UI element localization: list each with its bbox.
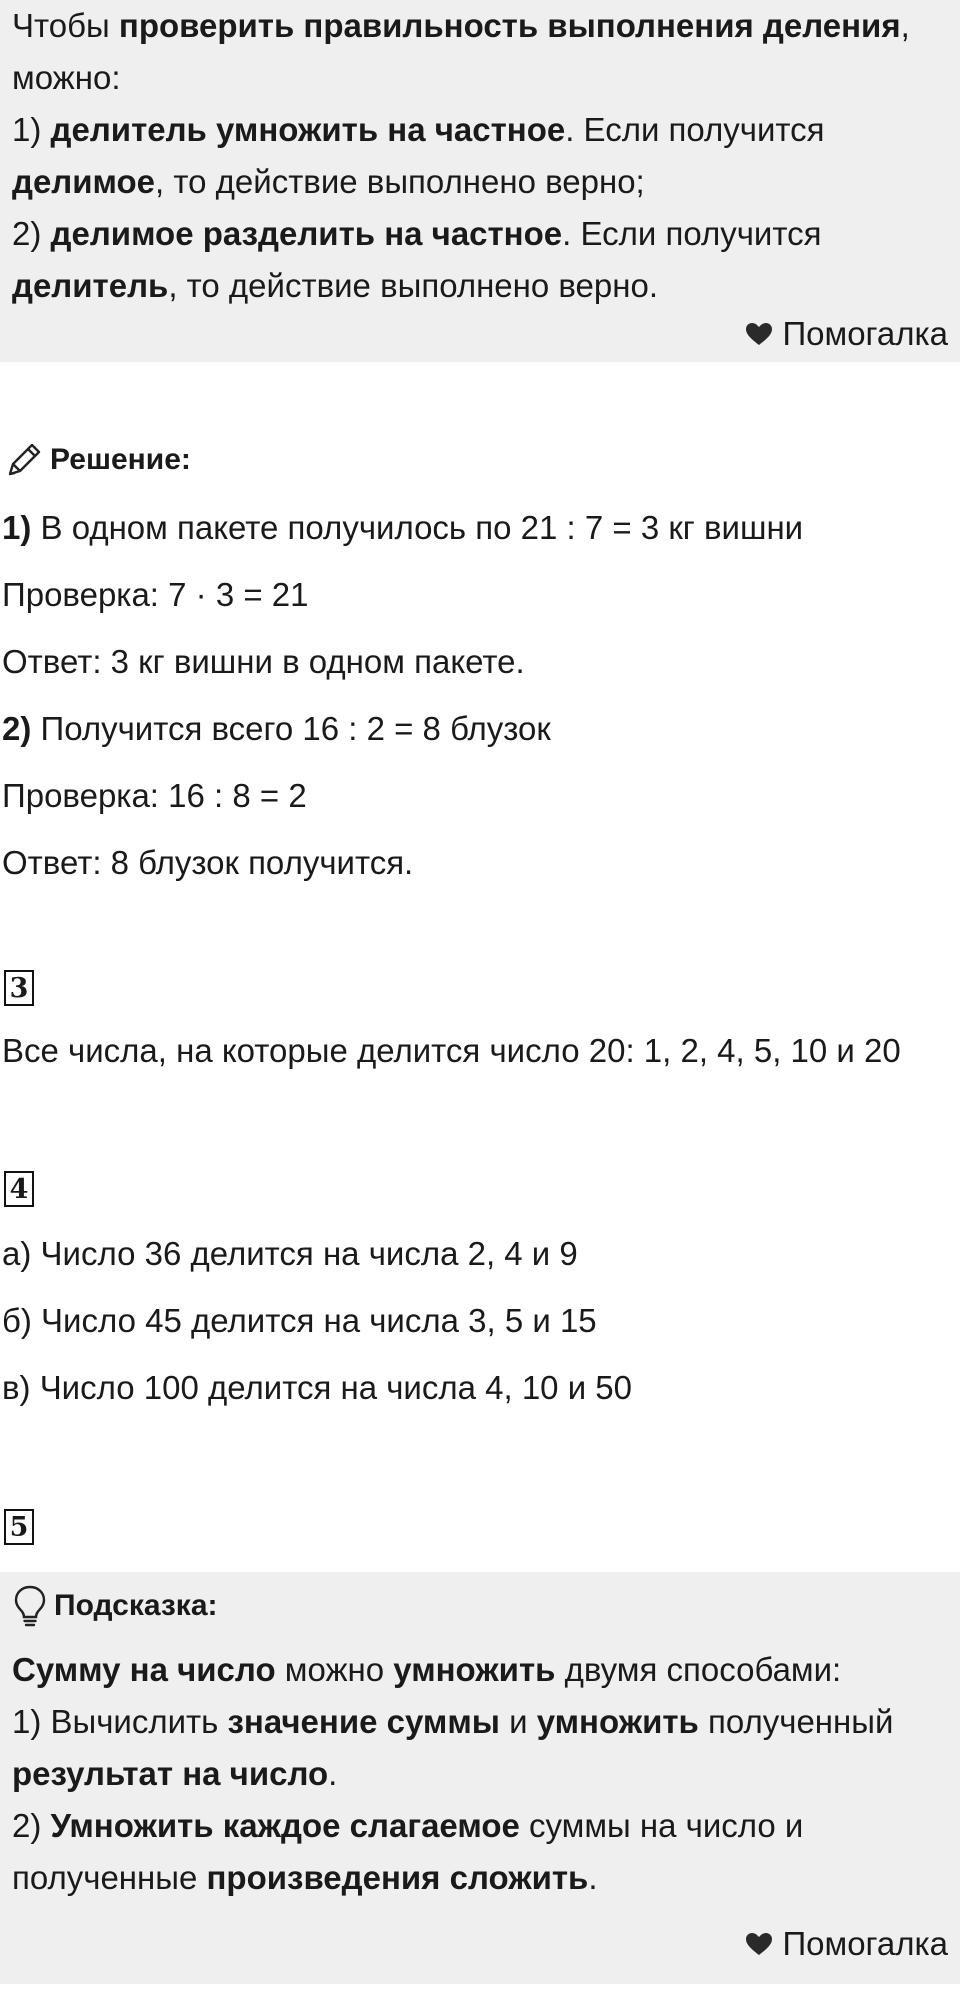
lightbulb-icon: [12, 1584, 48, 1628]
text: . Если получится: [565, 111, 825, 148]
text: полученные: [12, 1859, 207, 1896]
bold-text: умножить: [393, 1651, 556, 1688]
hint-line: [12, 1800, 893, 1852]
hint-line: [12, 52, 948, 104]
solution-line: [2, 839, 413, 887]
text: полученный: [698, 1703, 894, 1740]
text: Получится всего 16 : 2 = 8 блузок: [31, 710, 551, 747]
text: В одном пакете получилось по 21 : 7 = 3 кг вишни: [31, 509, 804, 546]
bold-text: делитель умножить на частное: [50, 111, 566, 148]
bold-text: 2): [2, 710, 32, 747]
task-number-3: 3: [4, 970, 34, 1006]
hint-line: [12, 1748, 893, 1800]
task3-text: Все числа, на которые делится число 20: 1, 2, 4, 5, 10 и 20: [2, 1032, 901, 1069]
solution-title: Решение:: [50, 443, 191, 476]
bold-text: значение суммы: [227, 1703, 500, 1740]
task4-line: в) Число 100 делится на числа 4, 10 и 50: [2, 1369, 632, 1406]
hint-line: [12, 104, 948, 156]
text: Чтобы: [12, 7, 119, 44]
bold-text: делитель: [12, 267, 169, 304]
solution-line: [2, 571, 309, 619]
heart-icon: [744, 1931, 774, 1957]
bold-text: делимое разделить на частное: [50, 215, 563, 252]
text: .: [328, 1755, 338, 1792]
hint-heading: [12, 1582, 218, 1630]
text: , то действие выполнено верно.: [168, 267, 659, 304]
solution-line: [2, 504, 803, 552]
solution-line: [2, 772, 307, 820]
pomogalka-brand[interactable]: [744, 308, 948, 360]
text: 2): [12, 215, 51, 252]
pencil-icon: [4, 440, 44, 480]
task4-line: б) Число 45 делится на числа 3, 5 и 15: [2, 1302, 597, 1339]
text: ,: [900, 7, 910, 44]
hint-line: [12, 1644, 893, 1696]
hint-line: [12, 260, 948, 312]
text: Ответ: 3 кг вишни в одном пакете.: [2, 643, 525, 680]
task4-line: а) Число 36 делится на числа 2, 4 и 9: [2, 1235, 578, 1272]
text: и: [499, 1703, 537, 1740]
hint-line: [12, 156, 948, 208]
task-number-5: 5: [4, 1509, 34, 1545]
text: двумя способами:: [555, 1651, 842, 1688]
text: .: [588, 1859, 598, 1896]
text: 2): [12, 1807, 51, 1844]
bold-text: произведения сложить: [206, 1859, 589, 1896]
text: 1) Вычислить: [12, 1703, 228, 1740]
hint-line: [12, 0, 948, 52]
bold-text: делимое: [12, 163, 156, 200]
bold-text: умножить: [536, 1703, 699, 1740]
solution-line: [2, 638, 525, 686]
sum-multiply-hint: [0, 1572, 960, 1984]
bold-text: Сумму на число: [12, 1651, 276, 1688]
hint-line: [12, 1852, 893, 1904]
bold-text: Умножить каждое слагаемое: [50, 1807, 520, 1844]
heart-icon: [744, 321, 774, 347]
bold-text: результат на число: [12, 1755, 329, 1792]
text: суммы на число и: [519, 1807, 804, 1844]
text: 1): [12, 111, 51, 148]
text: можно:: [12, 59, 121, 96]
text: . Если получится: [562, 215, 822, 252]
brand-label: Помогалка: [782, 315, 948, 352]
text: Проверка: 7 · 3 = 21: [2, 576, 309, 613]
text: , то действие выполнено верно;: [155, 163, 645, 200]
division-check-hint: [0, 0, 960, 362]
text: Проверка: 16 : 8 = 2: [2, 777, 307, 814]
task-number-4: 4: [4, 1171, 34, 1207]
hint-title: Подсказка:: [54, 1589, 218, 1622]
text: Ответ: 8 блузок получится.: [2, 844, 414, 881]
bold-text: проверить правильность выполнения деления: [118, 7, 901, 44]
brand-label: Помогалка: [782, 1925, 948, 1962]
hint-line: [12, 1696, 893, 1748]
hint-line: [12, 208, 948, 260]
text: можно: [275, 1651, 394, 1688]
pomogalka-brand[interactable]: [744, 1918, 948, 1970]
solution-heading: [4, 438, 191, 482]
solution-line: [2, 705, 551, 753]
bold-text: 1): [2, 509, 32, 546]
